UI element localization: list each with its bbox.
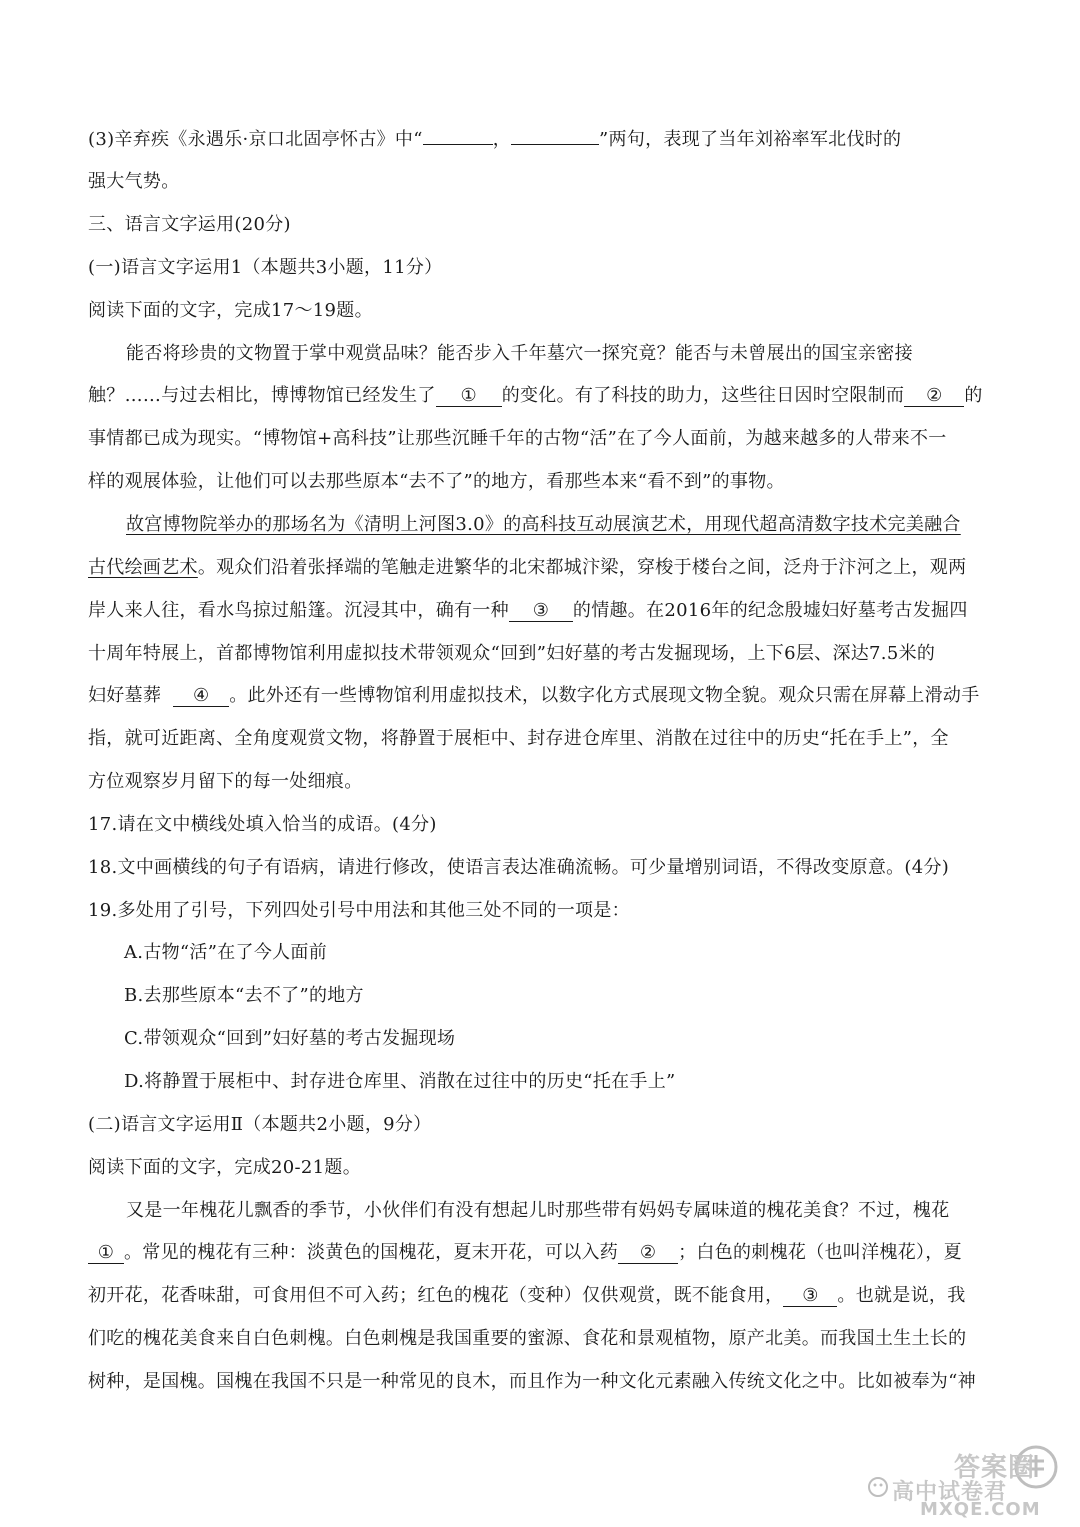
reading-instruction: 阅读下面的文字，完成17～19题。	[88, 300, 373, 321]
question-18: 18.文中画横线的句子有语病，请进行修改，使语言表达准确流畅。可少量增别词语，不得改变原意。(4分)	[88, 857, 950, 878]
section-title: 三、语言文字运用(20分)	[88, 214, 291, 235]
text: 。也就是说，我	[837, 1285, 966, 1306]
blank-3: ③	[509, 601, 573, 622]
underlined-sentence-line-2: 古代绘画艺术	[88, 557, 198, 578]
text: 初开花，花香味甜，可食用但不可入药；红色的槐花（变种）仅供观赏，既不能食用，	[88, 1285, 784, 1306]
watermark-mid-text: 高中试卷君	[892, 1480, 1008, 1505]
subsection-2-title: (二)语言文字运用Ⅱ（本题共2小题，9分）	[88, 1114, 432, 1135]
text: 。常见的槐花有三种：淡黄色的国槐花，夏末开花，可以入药	[124, 1242, 619, 1263]
text: 的变化。有了科技的助力，这些往日因时空限制而	[501, 385, 905, 406]
watermark-top-text: 答案圈	[954, 1453, 1036, 1483]
text: 。此外还有一些博物馆利用虚拟技术，以数字化方式展现文物全貌。观众只需在屏幕上滑动手	[229, 685, 980, 706]
blank-c1: ①	[88, 1243, 124, 1264]
paragraph-2-line-5	[88, 684, 1008, 708]
reading-instruction-2: 阅读下面的文字，完成20-21题。	[88, 1157, 361, 1178]
option-a: A.古物“活”在了今人面前	[124, 942, 328, 963]
text: 妇好墓葬	[88, 685, 162, 706]
question-3-text: (3)辛弃疾《永遇乐·京口北固亭怀古》中“	[88, 129, 423, 150]
watermark-bottom-text: MXQE.COM	[920, 1499, 1041, 1520]
paragraph-2-line-2	[88, 556, 1008, 580]
paragraph-2-line-3	[88, 599, 1008, 623]
text: 触？……与过去相比，博博物馆已经发生了	[88, 385, 436, 406]
text: 的情趣。在2016年的纪念殷墟妇好墓考古发掘四	[572, 600, 968, 621]
question-3-line-1	[88, 128, 1008, 152]
text: 岸人来人往，看水鸟掠过船篷。沉浸其中，确有一种	[88, 600, 509, 621]
underlined-sentence-line-1: 故宫博物院举办的那场名为《清明上河图3.0》的高科技互动展演艺术，用现代超高清数字技术完美融合	[126, 514, 961, 535]
answer-blank	[423, 144, 493, 145]
comma: ，	[492, 129, 512, 150]
blank-1: ①	[436, 386, 502, 407]
question-19: 19.多处用了引号，下列四处引号中用法和其他三处不同的一项是：	[88, 900, 630, 921]
subsection-title: (一)语言文字运用1（本题共3小题，11分）	[88, 257, 443, 278]
question-17: 17.请在文中横线处填入恰当的成语。(4分)	[88, 814, 437, 835]
paragraph-3-line-3	[88, 1284, 1008, 1308]
paragraph-1-line-3: 事情都已成为现实。“博物馆+高科技”让那些沉睡千年的古物“活”在了今人面前，为越来越多的人带来不一	[88, 428, 947, 449]
paragraph-1-line-1: 能否将珍贵的文物置于掌中观赏品味？能否步入千年墓穴一探究竟？能否与未曾展出的国宝亲密接	[126, 343, 913, 364]
site-watermark	[860, 1441, 1060, 1521]
option-d: D.将静置于展柜中、封存进仓库里、消散在过往中的历史“托在手上”	[124, 1071, 676, 1092]
paragraph-2-line-7: 方位观察岁月留下的每一处细痕。	[88, 771, 363, 792]
question-3-line-2: 强大气势。	[88, 171, 180, 192]
text: ；白色的刺槐花（也叫洋槐花），夏	[678, 1242, 962, 1263]
text: 。观众们沿着张择端的笔触走进繁华的北宋都城汴梁，穿梭于楼台之间，泛舟于汴河之上，观两	[197, 557, 967, 578]
paragraph-2-line-6: 指，就可近距离、全角度观赏文物，将静置于展柜中、封存进仓库里、消散在过往中的历史“托在手上”，全	[88, 728, 949, 749]
blank-c2: ②	[618, 1243, 678, 1264]
blank-c3: ③	[783, 1286, 837, 1307]
text: 的	[964, 385, 983, 406]
paragraph-3-line-5: 树种，是国槐。国槐在我国不只是一种常见的良木，而且作为一种文化元素融入传统文化之中。比如被奉为“神	[88, 1371, 976, 1392]
paragraph-3-line-4: 们吃的槐花美食来自白色刺槐。白色刺槐是我国重要的蜜源、食花和景观植物，原产北美。而我国土生土长的	[88, 1328, 967, 1349]
question-3-text-end: ”两句，表现了当年刘裕率军北伐时的	[599, 129, 902, 150]
paragraph-1-line-4: 样的观展体验，让他们可以去那些原本“去不了”的地方，看那些本来“看不到”的事物。	[88, 471, 785, 492]
option-b: B.去那些原本“去不了”的地方	[124, 985, 364, 1006]
paragraph-1-line-2	[88, 384, 1008, 408]
answer-blank	[511, 144, 599, 145]
paragraph-3-line-1: 又是一年槐花儿飘香的季节，小伙伴们有没有想起儿时那些带有妈妈专属味道的槐花美食？不过，槐花	[126, 1200, 950, 1221]
option-c: C.带领观众“回到”妇好墓的考古发掘现场	[124, 1028, 456, 1049]
blank-4: ④	[173, 686, 229, 707]
blank-2: ②	[904, 386, 964, 407]
paragraph-3-line-2	[88, 1241, 1008, 1265]
paragraph-2-line-4: 十周年特展上，首都博物馆利用虚拟技术带领观众“回到”妇好墓的考古发掘现场，上下6层、深达7.5米的	[88, 643, 936, 664]
